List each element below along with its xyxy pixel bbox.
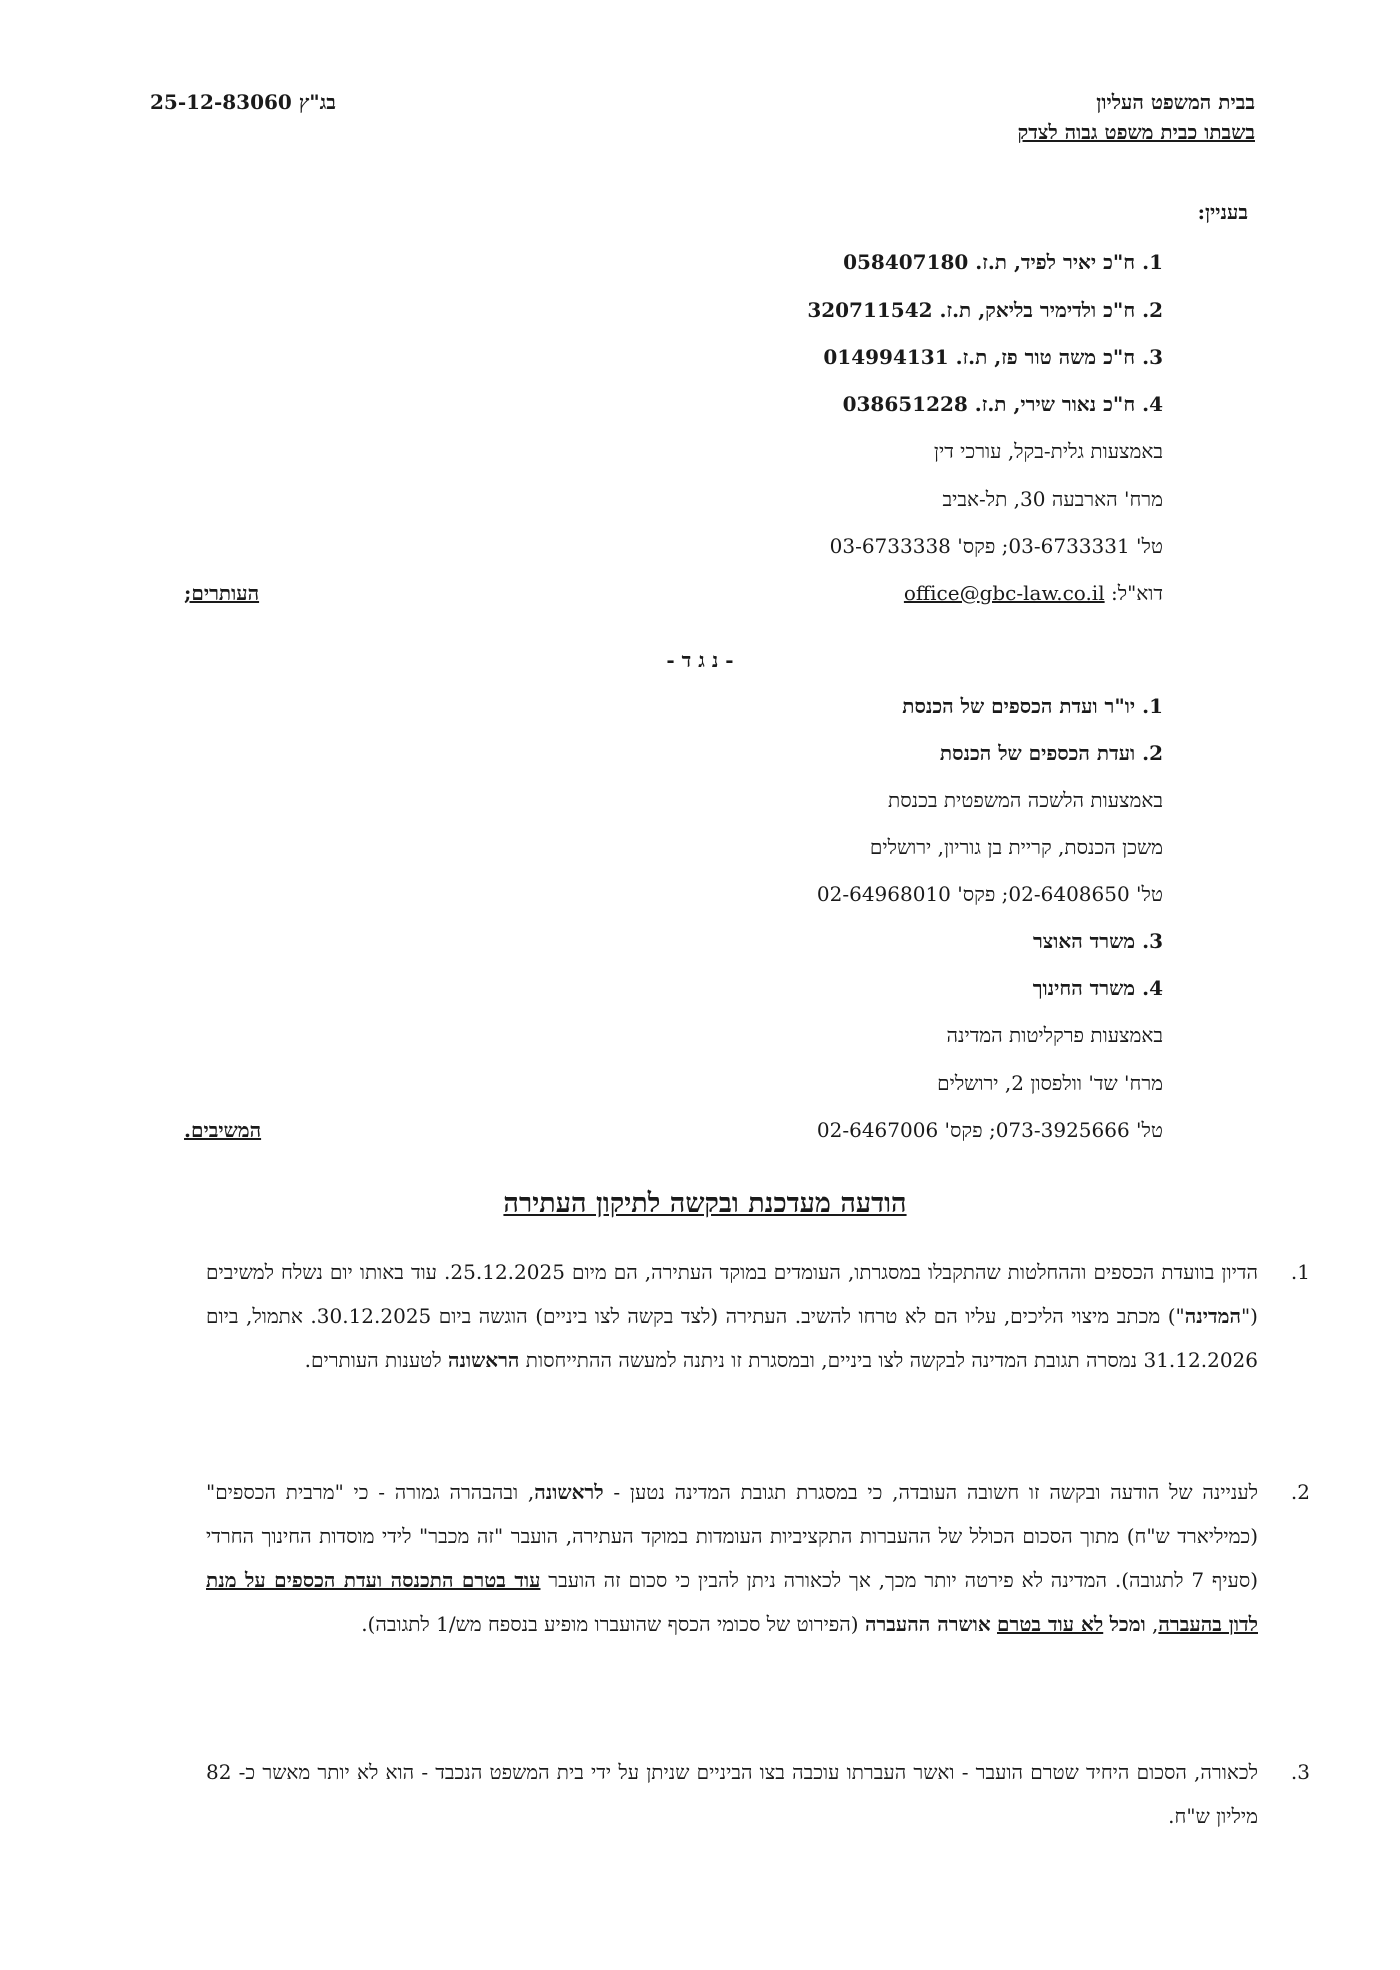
case-number: בג"ץ 25-12-83060 bbox=[150, 90, 336, 114]
paragraph-text: (הפירוט של סכומי הכסף שהועברו מופיע בנספח מש/1 לתגובה). bbox=[361, 1612, 865, 1636]
respondents-counsel-2-address: מרח' שד' וולפסון 2, ירושלים bbox=[937, 1071, 1163, 1095]
petitioner-4: 4. ח"כ נאור שירי, ת.ז. 038651228 bbox=[842, 392, 1163, 416]
petitioner-3: 3. ח"כ משה טור פז, ת.ז. 014994131 bbox=[823, 345, 1163, 369]
petitioners-counsel: באמצעות גלית-בקל, עורכי דין bbox=[933, 439, 1163, 463]
paragraph-text: הדיון בוועדת הכספים וההחלטות שהתקבלו במסגרתו, העומדים במוקד העתירה, הם מיום 25.12.2025. עוד באותו יום נשלח למשיבים (" bbox=[206, 1260, 1258, 1328]
emphasis-text: הראשונה bbox=[447, 1348, 520, 1372]
petitioners-role: העותרים; bbox=[184, 581, 260, 605]
paragraph-text: לעניינה של הודעה ובקשה זו חשובה העובדה, כי במסגרת תגובת המדינה נטען - bbox=[603, 1480, 1258, 1504]
respondents-counsel-1-address: משכן הכנסת, קריית בן גוריון, ירושלים bbox=[869, 835, 1163, 859]
respondents-counsel-2: באמצעות פרקליטות המדינה bbox=[946, 1023, 1163, 1047]
petitioners-counsel-address: מרח' הארבעה 30, תל-אביב bbox=[942, 487, 1163, 511]
petitioners-counsel-phone: טל' 03-6733331; פקס' 03-6733338 bbox=[829, 534, 1163, 558]
court-name: בבית המשפט העליון bbox=[1096, 90, 1255, 114]
respondents-counsel-2-phone: טל' 073-3925666; פקס' 02-6467006 bbox=[816, 1118, 1163, 1142]
paragraph-number: 3. bbox=[1290, 1760, 1310, 1784]
respondent-1: 1. יו"ר ועדת הכספים של הכנסת bbox=[902, 694, 1163, 718]
respondents-counsel-1: באמצעות הלשכה המשפטית בכנסת bbox=[888, 788, 1163, 812]
paragraph-text: ") מכתב מיצוי הליכים, עליו הם לא טרחו להשיב. העתירה (לצד בקשה לצו ביניים) הוגשה ביום 30.12.2025. אתמול, ביום 31.12.2026 נמסרה תגובת המדינה לבקשה לצו ביניים, ובמסגרת זו ניתנה למעשה ההתייחסות bbox=[206, 1304, 1258, 1372]
email-link[interactable]: office@gbc-law.co.il bbox=[903, 581, 1105, 605]
paragraph-1 bbox=[206, 1250, 1310, 1382]
paragraph-text: , bbox=[1145, 1612, 1159, 1636]
against-divider: - נ ג ד - bbox=[666, 648, 734, 672]
emphasis-text: ומכל bbox=[1109, 1612, 1146, 1636]
paragraph-text: לכאורה, הסכום היחיד שטרם הועבר - ואשר העברתו עוכבה בצו הביניים שניתן על ידי בית המשפט הנכבד - הוא לא יותר מאשר כ- 82 מיליון ש"ח. bbox=[206, 1760, 1258, 1828]
petitioner-2: 2. ח"כ ולדימיר בליאק, ת.ז. 320711542 bbox=[807, 298, 1163, 322]
paragraph-2 bbox=[206, 1470, 1310, 1646]
paragraph-number: 1. bbox=[1290, 1260, 1310, 1284]
paragraph-3 bbox=[206, 1750, 1310, 1838]
respondents-counsel-1-phone: טל' 02-6408650; פקס' 02-64968010 bbox=[816, 882, 1163, 906]
paragraph-text: לטענות העותרים. bbox=[304, 1348, 448, 1372]
paragraph-text: , ובהבהרה גמורה - כי "מרבית הכספים" (כמיליארד ש"ח) מתוך הסכום הכולל של ההעברות התקציביות העומדות במוקד העתירה, הועבר "זה מכבר" לידי מוסדות החינוך החרדי (סעיף 7 לתגובה). המדינה לא פירטה יותר מכך, אך לכאורה ניתן להבין כי סכום זה הועבר bbox=[206, 1480, 1259, 1592]
document-title: הודעה מעדכנת ובקשה לתיקון העתירה bbox=[503, 1188, 907, 1219]
petitioners-counsel-email-row bbox=[904, 581, 1163, 605]
emphasis-text: לראשונה bbox=[534, 1480, 604, 1504]
respondent-3: 3. משרד האוצר bbox=[1032, 929, 1163, 953]
court-division: בשבתו כבית משפט גבוה לצדק bbox=[1017, 120, 1255, 144]
defined-term: המדינה bbox=[1184, 1304, 1241, 1328]
in-the-matter-label: בעניין: bbox=[1197, 200, 1248, 224]
respondent-4: 4. משרד החינוך bbox=[1032, 976, 1163, 1000]
emphasis-underlined-text: עוד בטרם התכנסה ועדת הכספים על מנת לדון בהעברה bbox=[206, 1568, 1258, 1636]
respondents-role: המשיבים. bbox=[184, 1118, 262, 1142]
emphasis-text: אושרה ההעברה bbox=[864, 1612, 991, 1636]
email-label: דוא"ל: bbox=[1110, 581, 1163, 605]
emphasis-underlined-text: לא עוד בטרם bbox=[997, 1612, 1104, 1636]
paragraph-number: 2. bbox=[1290, 1480, 1310, 1504]
petitioner-1: 1. ח"כ יאיר לפיד, ת.ז. 058407180 bbox=[843, 250, 1163, 274]
respondent-2: 2. ועדת הכספים של הכנסת bbox=[939, 741, 1163, 765]
